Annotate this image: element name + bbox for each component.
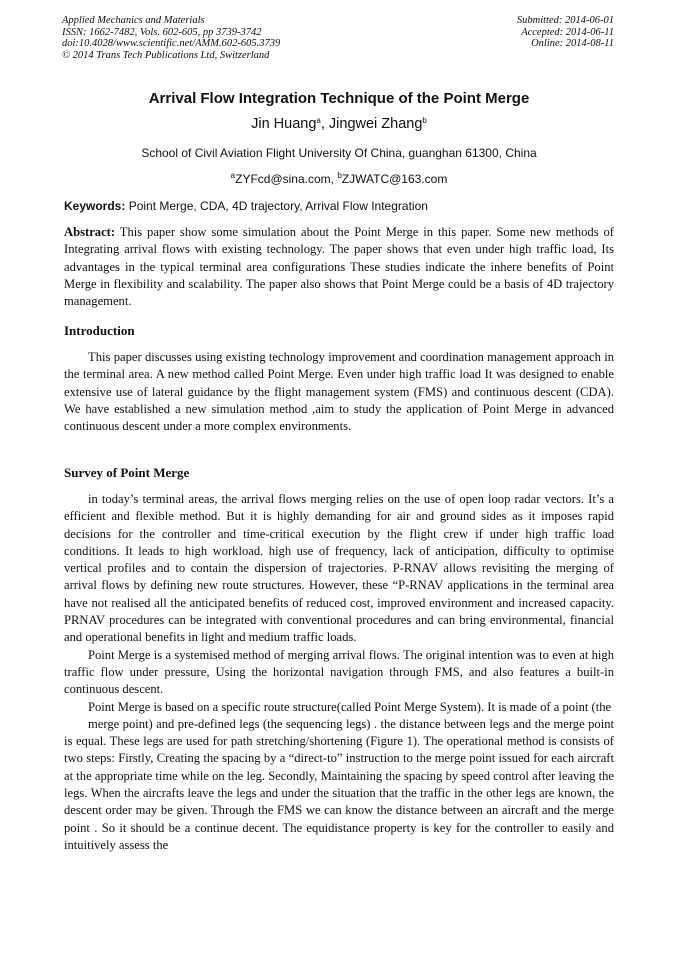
email-address: ZJWATC@163.com xyxy=(341,172,448,186)
journal-header xyxy=(62,15,280,61)
submitted-date: Submitted: 2014-06-01 xyxy=(516,15,614,26)
paragraph: in today’s terminal areas, the arrival flows merging relies on the use of open loop radar vectors. It’s a efficient and flexible method. But it is highly demanding for air and ground sides as it imposes rapid decisions for the controller and time-critical execution by the flight crew if under high traffic load conditions. It leads to high workload. high use of frequency, lack of anticipation, difficulty to optimise vertical profiles and to contain the dispersion of trajectories. P-RNAV allows revisiting the merging of arrival flows by defining new route structures. However, these “P-RNAV applications in the terminal area have not realised all the anticipated benefits of reduced cost, improved environment and increased capacity. PRNAV procedures can be integrated with conventional procedures and can bring environmental, financial and operational benefits in light and medium traffic loads. xyxy=(64,492,614,645)
journal-name: Applied Mechanics and Materials xyxy=(62,15,205,26)
author-separator: , xyxy=(320,116,329,132)
paragraph: Point Merge is based on a specific route structure(called Point Merge System). It is made of a point (the xyxy=(88,699,612,714)
section-heading-introduction: Introduction xyxy=(64,323,135,338)
paragraph: Point Merge is a systemised method of merging arrival flows. The original intention was to even at high traffic flow under pressure, Using the horizontal navigation through FMS, and also features a built-in continuous descent. xyxy=(64,647,614,697)
section-heading-survey: Survey of Point Merge xyxy=(64,465,190,480)
paper-title: Arrival Flow Integration Technique of the Point Merge xyxy=(148,90,530,107)
dates-header xyxy=(517,15,614,50)
doi-line: doi:10.4028/www.scientific.net/AMM.602-605.3739 xyxy=(62,38,281,49)
author-line xyxy=(0,116,678,132)
issn-line: ISSN: 1662-7482, Vols. 602-605, pp 3739-3742 xyxy=(62,26,262,38)
online-date: Online: 2014-08-11 xyxy=(531,38,614,49)
email-mark: a xyxy=(230,171,236,180)
survey-body xyxy=(64,491,614,854)
introduction-body xyxy=(64,349,614,435)
author-name: Jingwei Zhang xyxy=(328,116,423,132)
email-address: ZYFcd@sina.com, xyxy=(235,172,338,186)
paragraph: merge point) and pre-defined legs (the sequencing legs) . the distance between legs and the merge point is equal. These legs are used for path stretching/shortening (Figure 1). The operational method is consists of two steps: Firstly, Creating the spacing by a “direct-to” instruction to the merge point issued for each aircraft at the appropriate time while on the leg. Secondly, Maintaining the spacing by speed control after leaving the legs. When the aircrafts leave the legs and under the situation that the traffic in the other legs are known, the descent order may be given. Through the FMS we can know the distance between an aircraft and the merge point . So it should be a continue decent. The equidistance property is key for the controller to easily and intuitively assess the xyxy=(64,716,614,852)
keywords-label: Keywords: xyxy=(64,199,126,213)
author-name: Jin Huang xyxy=(251,116,317,132)
email-line xyxy=(0,172,678,186)
abstract-label: Abstract: xyxy=(64,225,116,239)
abstract-text: This paper show some simulation about the Point Merge in this paper. Some new methods of Integrating arrival flows with existing technology. The paper shows that even under high traffic load, Its advantages in the typical terminal area configurations These studies indicate the inhere benefits of Point Merge in flexibility and scalability. The paper also shows that Point Merge could be a basis of 4D trajectory management. xyxy=(64,225,614,309)
email-mark: b xyxy=(337,171,342,180)
author-affil-mark: a xyxy=(316,116,321,125)
author-affil-mark: b xyxy=(422,116,427,125)
copyright-line: © 2014 Trans Tech Publications Ltd, Switzerland xyxy=(62,49,270,61)
affiliation: School of Civil Aviation Flight University Of China, guanghan 61300, China xyxy=(141,146,537,160)
keywords xyxy=(64,199,614,213)
abstract xyxy=(64,224,614,310)
accepted-date: Accepted: 2014-06-11 xyxy=(521,26,614,38)
paragraph: This paper discusses using existing technology improvement and coordination management approach in the terminal area. A new method called Point Merge. Even under high traffic load It was designed to enable extensive use of lateral guidance by the flight management system (FMS) and continuous descent (CDA). We have established a new simulation method ,aim to study the application of Point Merge in advanced continuous descent under a more complex environments. xyxy=(64,350,614,434)
keywords-text: Point Merge, CDA, 4D trajectory, Arrival Flow Integration xyxy=(125,199,428,213)
